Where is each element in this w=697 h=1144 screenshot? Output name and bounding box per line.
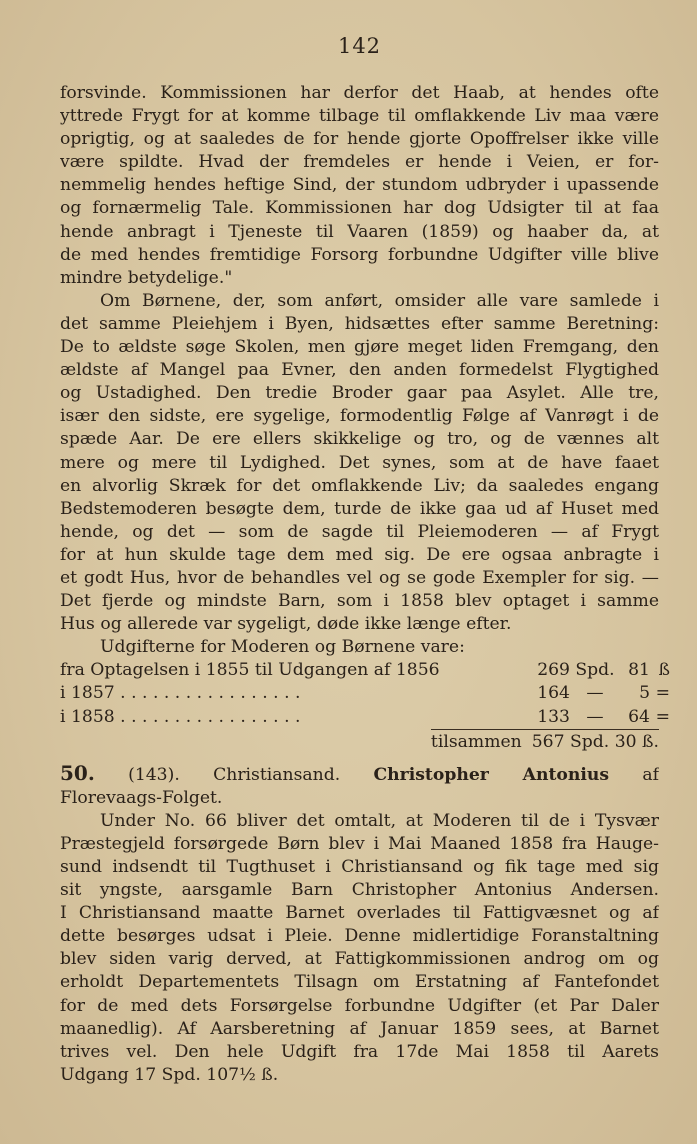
text-line: et godt Hus, hvor de behandles vel og se gode Exempler for sig. — [60,567,659,588]
text-line: Præstegjeld forsørgede Børn blev i Mai Maaned 1858 fra Hauge- [60,833,659,854]
table-row [60,682,670,705]
text-line: I Christiansand maatte Barnet overlades til Fattigvæsnet og af [60,903,659,924]
table-row [60,706,670,729]
expenses-table [60,659,670,753]
expenses-intro: Udgifterne for Moderen og Børnene vare: [100,637,465,658]
text-line: mere og mere til Lydighed. Det synes, som at de have faaet [60,452,659,473]
row-sk: 64 [628,706,650,727]
text-line: yttrede Frygt for at komme tilbage til omflakkende Liv maa være [60,106,659,127]
section-number: 50. [60,761,95,785]
row-label: i 1858 . . . . . . . . . . . . . . . . . [60,706,301,727]
text-line: være spildte. Hvad der fremdeles er hende i Veien, er for- [60,152,659,173]
total-row [60,729,659,754]
row-unit: — [586,706,604,727]
text-line: De to ældste søge Skolen, men gjøre meget liden Fremgang, den [60,337,659,358]
text-line: sund indsendt til Tugthuset i Christiansand og fik tage med sig [60,857,659,877]
section-heading-line-2: Florevaags-Folget. [60,787,223,808]
total-label: tilsammen [431,729,532,754]
text-line: trives vel. Den hele Udgift fra 17de Mai 1858 til Aarets [60,1041,659,1062]
text-line: spæde Aar. De ere ellers skikkelige og tro, og de vænnes alt [60,429,659,450]
paragraph-1 [60,82,659,290]
section-place: Christiansand. [213,764,341,785]
section-rest: af [642,764,659,785]
text-line: og fornærmelig Tale. Kommissionen har dog Udsigter til at faa [60,198,659,219]
text-line: nemmelig hendes heftige Sind, der stundom udbryder i upassende [60,175,659,196]
row-spd: 269 [537,660,570,681]
section-ref: (143). [128,764,180,785]
row-spd: 164 [537,683,570,704]
text-line: Bedstemoderen besøgte dem, turde de ikke gaa ud af Huset med [60,498,659,519]
row-mark: ß [658,660,670,681]
row-sk: 81 [628,660,650,681]
row-mark: = [655,683,670,704]
text-line: Hus og allerede var sygeligt, døde ikke længe efter. [60,614,512,635]
text-line: Under No. 66 bliver det omtalt, at Moderen til de i Tysvær [100,810,659,831]
row-unit: Spd. [575,660,615,681]
text-line: især den sidste, ere sygelige, formodentlig Følge af Vanrøgt i de [60,406,659,427]
text-line: de med hendes fremtidige Forsorg forbundne Udgifter ville blive [60,244,659,265]
text-line: erholdt Departementets Tilsagn om Erstatning af Fantefondet [60,972,659,993]
text-line: for at hun skulde tage dem med sig. De ere ogsaa anbragte i [60,544,659,565]
text-line: Udgang 17 Spd. 107½ ß. [60,1064,279,1085]
row-mark: = [655,706,670,727]
paragraph-3 [60,810,659,1087]
section-heading [60,762,659,810]
text-line: ældste af Mangel paa Evner, den anden formedelst Flygtighed [60,360,659,381]
text-line: mindre betydelige." [60,267,233,288]
text-line: sit yngste, aarsgamle Barn Christopher Antonius Andersen. [60,880,659,901]
row-unit: — [586,683,604,704]
page-number: 142 [337,34,382,58]
row-label: i 1857 . . . . . . . . . . . . . . . . . [60,683,301,704]
text-line: og Ustadighed. Den tredie Broder gaar paa Asylet. Alle tre, [60,383,659,404]
text-line: hende anbragt i Tjeneste til Vaaren (1859) og haaber da, at [60,221,659,242]
text-line: Om Børnene, der, som anført, omsider alle vare samlede i [100,290,659,311]
table-row [60,659,670,682]
paragraph-2 [60,290,659,636]
text-line: hende, og det — som de sagde til Pleiemoderen — af Frygt [60,521,659,542]
section-heading-line [60,762,659,787]
text-line: det samme Pleiehjem i Byen, hidsættes efter samme Beretning: [60,313,659,334]
total-value: 567 Spd. 30 ß. [532,729,659,754]
text-line: en alvorlig Skræk for det omflakkende Liv; da saaledes engang [60,475,659,496]
text-line: blev siden varig derved, at Fattigkommissionen androg om og [60,949,659,970]
text-line: forsvinde. Kommissionen har derfor det Haab, at hendes ofte [60,83,659,103]
text-line: for de med dets Forsørgelse forbundne Udgifter (et Par Daler [60,995,659,1016]
row-spd: 133 [537,706,570,727]
section-name: Christopher Antonius [373,764,610,785]
text-line: dette besørges udsat i Pleie. Denne midlertidige Foranstaltning [60,926,659,947]
text-line: Det fjerde og mindste Barn, som i 1858 blev optaget i samme [60,591,659,612]
row-label: fra Optagelsen i 1855 til Udgangen af 1856 [60,660,440,681]
text-line: oprigtig, og at saaledes de for hende gjorte Opoffrelser ikke ville [60,129,659,150]
text-line: maanedlig). Af Aarsberetning af Januar 1859 sees, at Barnet [60,1018,659,1039]
row-sk: 5 [639,683,650,704]
